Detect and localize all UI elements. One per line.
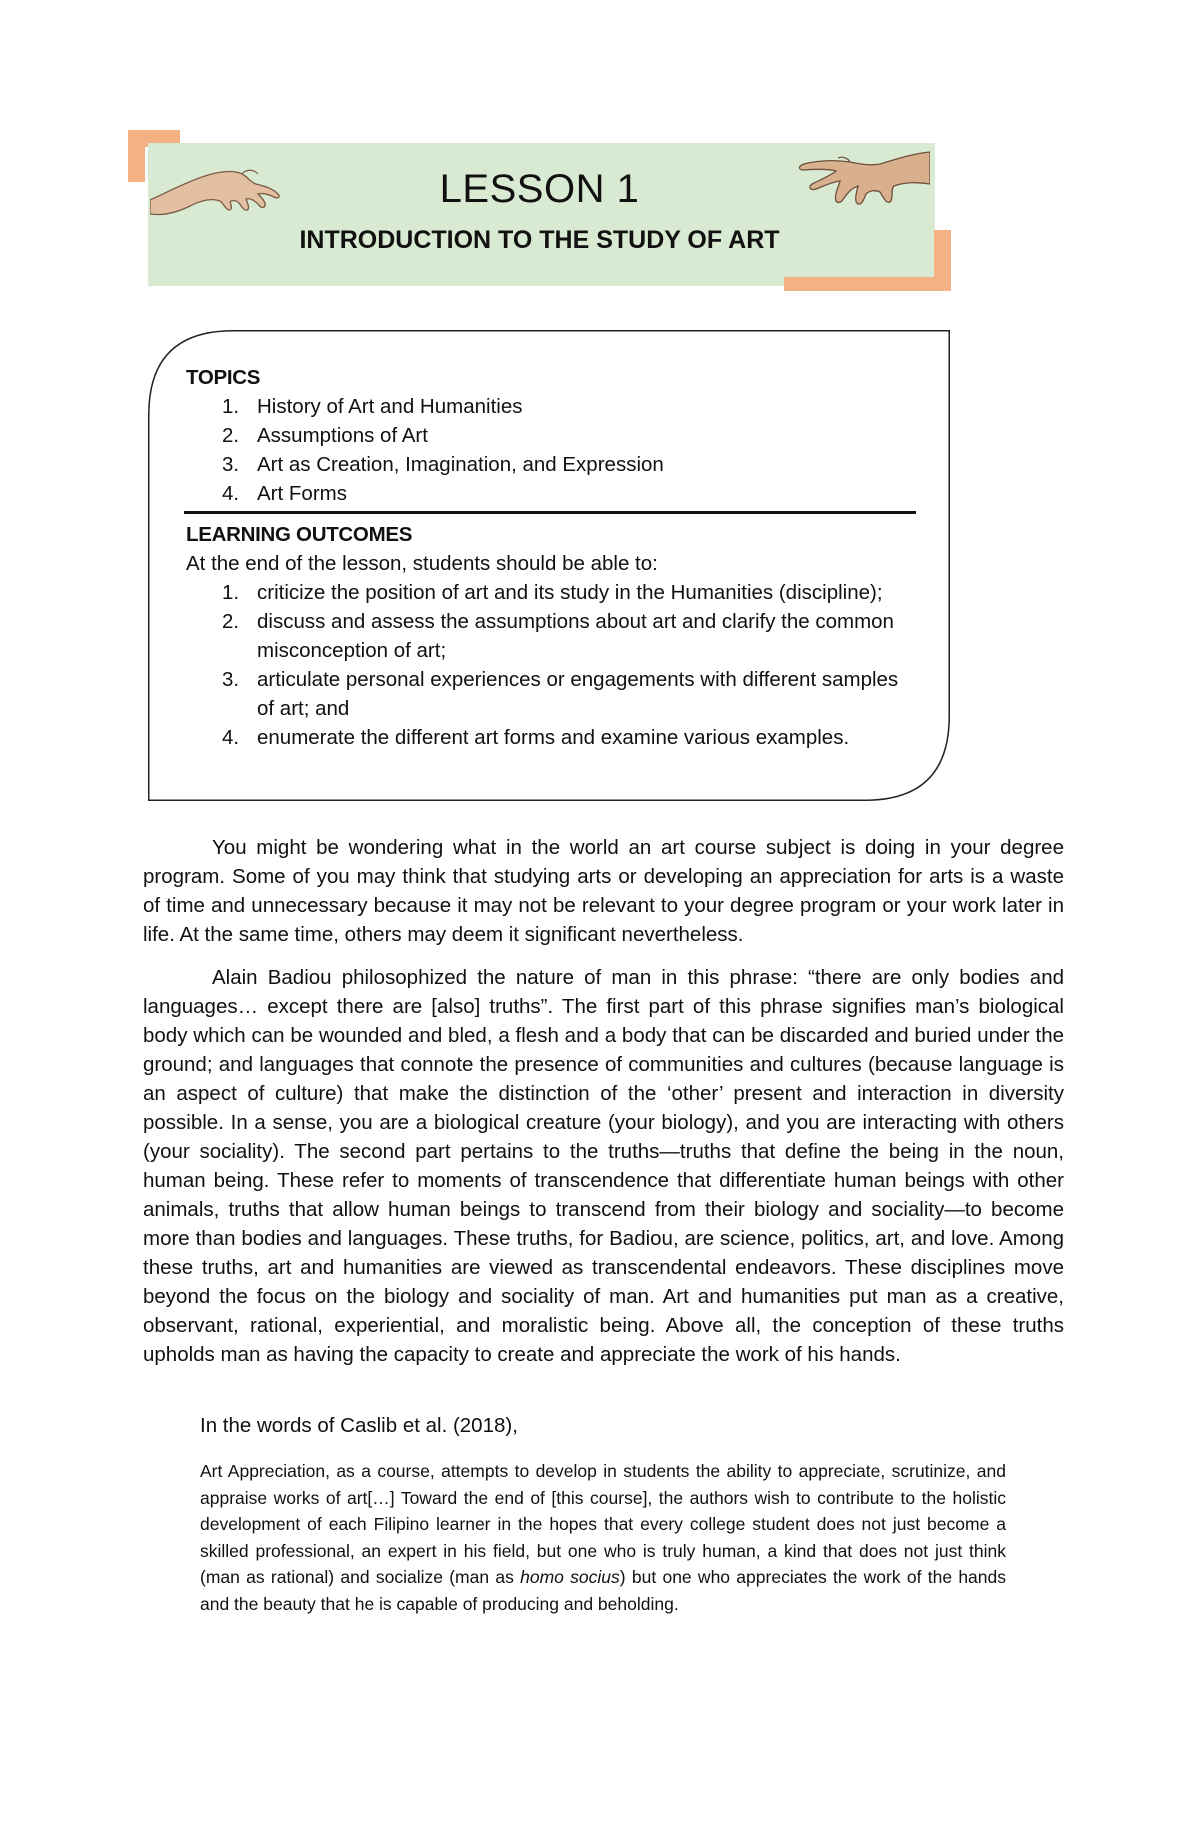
topic-item: 2. Assumptions of Art	[222, 424, 428, 447]
outcomes-intro: At the end of the lesson, students should be able to:	[186, 552, 658, 575]
lesson-subtitle: INTRODUCTION TO THE STUDY OF ART	[299, 226, 780, 254]
topics-list	[186, 392, 916, 508]
outcomes-heading: LEARNING OUTCOMES	[186, 523, 413, 546]
outcome-item: 3. articulate personal experiences or engagements with different samples of art; and	[222, 668, 899, 720]
body-paragraph: Alain Badiou philosophized the nature of man in this phrase: “there are only bodies and languages… except there are [also] truths”. The first part of this phrase signifies man’s biological body which can be wounded and bled, a flesh and a body that can be discarded and buried under the ground; and languages that connote the presence of communities and cultures (because language is an aspect of culture) that make the distinction of the ‘other’ present and interaction in diversity possible. In a sense, you are a biological creature (your biology), and you are interacting with others (your sociality). The second part pertains to the truths—truths that define the being in the noun, human being. These refer to moments of transcendence that differentiate human beings with other animals, truths that allow human beings to transcend from their biology and sociality—to become more than bodies and languages. These truths, for Badiou, are science, politics, art, and love. Among these truths, art and humanities are viewed as transcendental endeavors. These disciplines move beyond the focus on the biology and sociality of man. Art and humanities put man as a creative, observant, rational, experiential, and moralistic being. Above all, the conception of these truths upholds man as having the capacity to create and appreciate the work of his hands.	[143, 966, 1064, 1366]
quote-intro: In the words of Caslib et al. (2018),	[200, 1414, 518, 1437]
body-paragraph: You might be wondering what in the world an art course subject is doing in your degree program. Some of you may think that studying arts or developing an appreciation for arts is a waste of time and unnecessary because it may not be relevant to your degree program or your work later in life. At the same time, others may deem it significant nevertheless.	[143, 836, 1064, 946]
topic-item: 3. Art as Creation, Imagination, and Expression	[222, 453, 664, 476]
topics-heading: TOPICS	[186, 366, 261, 389]
outcome-item: 1. criticize the position of art and its study in the Humanities (discipline);	[222, 581, 883, 604]
block-quote: Art Appreciation, as a course, attempts to develop in students the ability to appreciate, scrutinize, and appraise works of art[…] Toward the end of [this course], the authors wish to contribute to the holistic development of each Filipino learner in the hopes that every college student does not just become a skilled professional, an expert in his field, but one who is truly human, a kind that does not just think (man as rational) and socialize (man as homo socius) but one who appreciates the work of the hands and the beauty that he is capable of producing and beholding.	[200, 1461, 1006, 1614]
lesson-banner	[128, 130, 951, 291]
outcomes-list	[186, 578, 916, 752]
topic-item: 1. History of Art and Humanities	[222, 395, 523, 418]
banner-accent-bottom-right	[784, 277, 951, 291]
quote-italic-term: homo socius	[520, 1567, 620, 1587]
topics-box	[148, 330, 950, 801]
outcome-item: 4. enumerate the different art forms and examine various examples.	[222, 726, 850, 749]
section-divider	[184, 511, 916, 514]
topic-item: 4. Art Forms	[222, 482, 347, 505]
lesson-title: LESSON 1	[439, 167, 640, 211]
outcome-item: 2. discuss and assess the assumptions about art and clarify the common misconception of art;	[222, 610, 894, 662]
